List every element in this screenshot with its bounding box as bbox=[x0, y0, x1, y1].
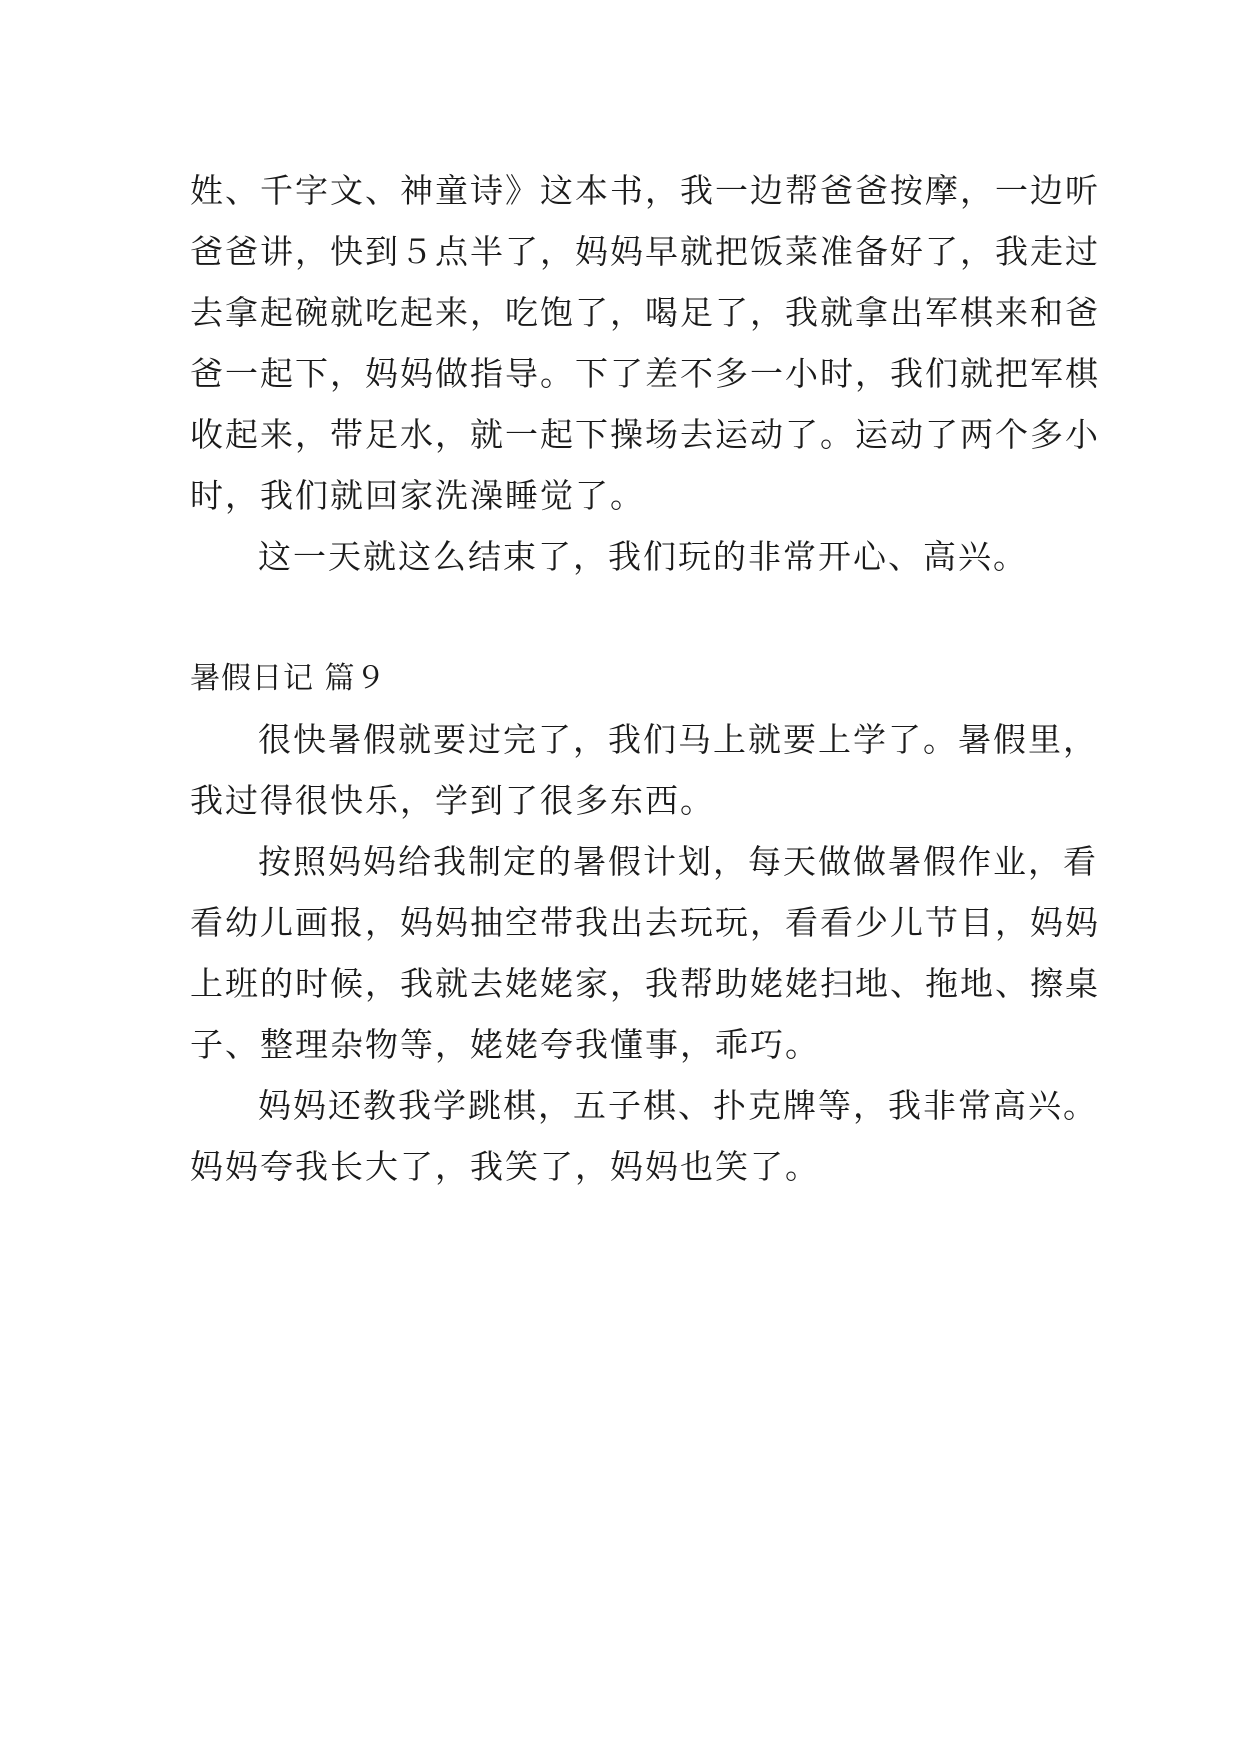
text-line: 按照妈妈给我制定的暑假计划，每天做做暑假作业，看 bbox=[258, 842, 1098, 881]
text-line: 爸一起下，妈妈做指导。下了差不多一小时，我们就把军棋 bbox=[190, 354, 1100, 393]
text-line: 我过得很快乐，学到了很多东西。 bbox=[190, 781, 715, 820]
text-line: 上班的时候，我就去姥姥家，我帮助姥姥扫地、拖地、擦桌 bbox=[190, 964, 1100, 1003]
paragraph bbox=[190, 709, 1098, 831]
continued-paragraph bbox=[190, 160, 1100, 526]
section-title: 暑假日记 篇９ bbox=[190, 661, 387, 696]
text-line: 妈妈还教我学跳棋，五子棋、扑克牌等，我非常高兴。 bbox=[258, 1086, 1098, 1125]
document-body bbox=[190, 160, 1100, 1197]
paragraph bbox=[190, 1075, 1098, 1197]
paragraph bbox=[190, 831, 1100, 1075]
text-line: 爸爸讲，快到５点半了，妈妈早就把饭菜准备好了，我走过 bbox=[190, 232, 1100, 271]
text-line: 收起来，带足水，就一起下操场去运动了。运动了两个多小 bbox=[190, 415, 1100, 454]
closing-paragraph: 这一天就这么结束了，我们玩的非常开心、高兴。 bbox=[258, 537, 1028, 576]
text-line: 去拿起碗就吃起来，吃饱了，喝足了，我就拿出军棋来和爸 bbox=[190, 293, 1100, 332]
text-line: 姓、千字文、神童诗》这本书，我一边帮爸爸按摩，一边听 bbox=[190, 171, 1100, 210]
text-line: 子、整理杂物等，姥姥夸我懂事，乖巧。 bbox=[190, 1025, 820, 1064]
text-line: 很快暑假就要过完了，我们马上就要上学了。暑假里， bbox=[258, 720, 1098, 759]
section-spacer bbox=[190, 587, 1070, 648]
text-line: 妈妈夸我长大了，我笑了，妈妈也笑了。 bbox=[190, 1147, 820, 1186]
text-line: 看幼儿画报，妈妈抽空带我出去玩玩，看看少儿节目，妈妈 bbox=[190, 903, 1100, 942]
text-line: 时，我们就回家洗澡睡觉了。 bbox=[190, 476, 645, 515]
